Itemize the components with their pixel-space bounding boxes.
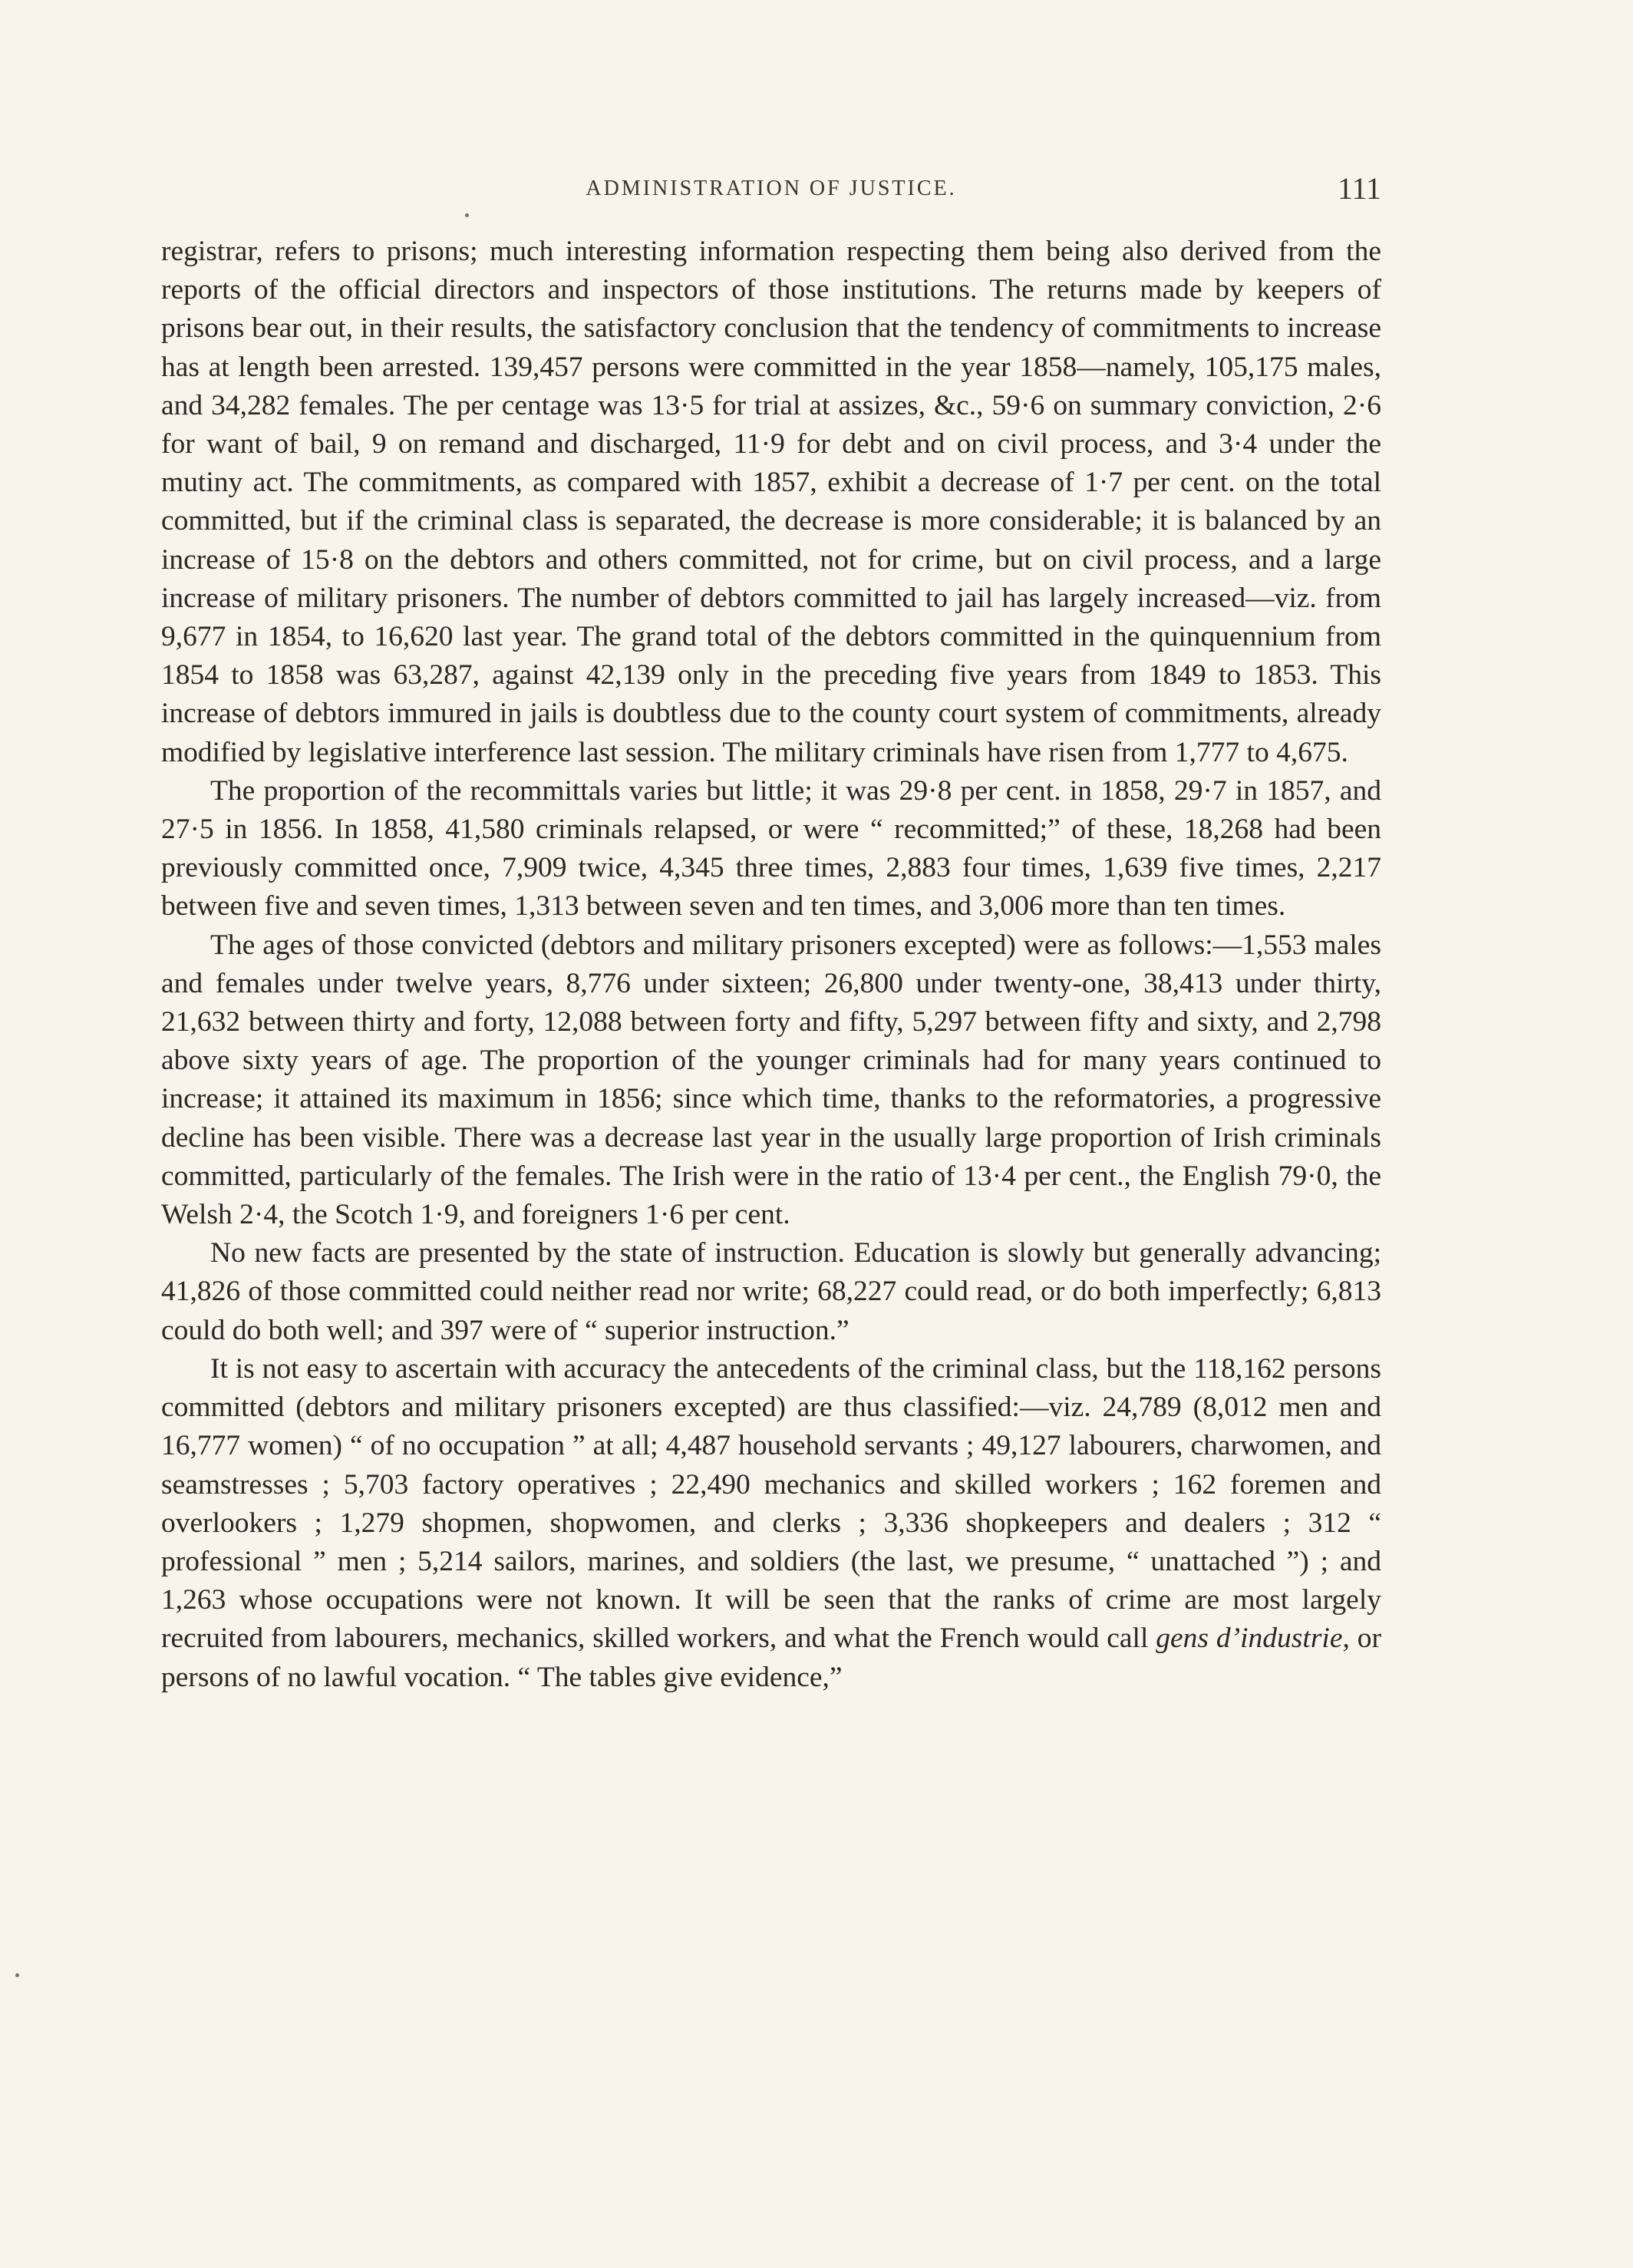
running-title: ADMINISTRATION OF JUSTICE. [586, 177, 957, 200]
italic-phrase: gens d’industrie [1156, 1623, 1343, 1655]
paragraph-instruction: No new facts are presented by the state of instruction. Education is slowly but generally advancing; 41,826 of those committed could neither read nor write; 68,227 could read, or do both imperfectly; 6,813 could do both well; and 397 were of “ superior instruction.” [161, 1237, 1381, 1346]
paragraph-ages: The ages of those convicted (debtors and military prisoners excepted) were as follows:—1,553 males and females under twelve years, 8,776 under sixteen; 26,800 under twenty-one, 38,413 under thirty, 21,632 between thirty and forty, 12,088 between forty and fifty, 5,297 between fifty and sixty, and 2,798 above sixty years of age. The proportion of the younger criminals had for many years continued to increase; it attained its maximum in 1856; since which time, thanks to the reformatories, a progressive decline has been visible. There was a decrease last year in the usually large proportion of Irish criminals committed, particularly of the females. The Irish were in the ratio of 13·4 per cent., the English 79·0, the Welsh 2·4, the Scotch 1·9, and foreigners 1·6 per cent. [161, 929, 1381, 1231]
running-head [161, 170, 1381, 209]
paragraph-occupations [161, 1350, 1381, 1697]
occupations-text: It is not easy to ascertain with accuracy the antecedents of the criminal class, but the 118,162 persons committed (debtors and military prisoners excepted) are thus classified:—viz. 24,789 (8,012 men and 16,777 women) “ of no occupation ” at all; 4,487 household servants ; 49,127 labourers, charwomen, and seamstresses ; 5,703 factory operatives ; 22,490 mechanics and skilled workers ; 162 foremen and overlookers ; 1,279 shopmen, shopwomen, and clerks ; 3,336 shopkeepers and dealers ; 312 “ professional ” men ; 5,214 sailors, marines, and soldiers (the last, we presume, “ unattached ”) ; and 1,263 whose occupations were not known. It will be seen that the ranks of crime are most largely recruited from labourers, mechanics, skilled workers, and what the French would call [161, 1352, 1381, 1655]
paragraph-recommittals: The proportion of the recommittals varies but little; it was 29·8 per cent. in 1858, 29·7 in 1857, and 27·5 in 1856. In 1858, 41,580 criminals relapsed, or were “ recommitted;” of these, 18,268 had been previously committed once, 7,909 twice, 4,345 three times, 2,883 four times, 1,639 five times, 2,217 between five and seven times, 1,313 between seven and ten times, and 3,006 more than ten times. [161, 774, 1381, 923]
paragraph-prisons: registrar, refers to prisons; much interesting information respecting them being also derived from the reports of the official directors and inspectors of those institutions. The returns made by keepers of prisons bear out, in their results, the satisfactory conclusion that the tendency of commitments to increase has at length been arrested. 139,457 persons were committed in the year 1858—namely, 105,175 males, and 34,282 females. The per centage was 13·5 for trial at assizes, &c., 59·6 on summary conviction, 2·6 for want of bail, 9 on remand and discharged, 11·9 for debt and on civil process, and 3·4 under the mutiny act. The commitments, as compared with 1857, exhibit a decrease of 1·7 per cent. on the total committed, but if the criminal class is separated, the decrease is more considerable; it is balanced by an increase of 15·8 on the debtors and others committed, not for crime, but on civil process, and a large increase of military prisoners. The number of debtors committed to jail has largely increased—viz. from 9,677 in 1854, to 16,620 last year. The grand total of the debtors committed in the quinquennium from 1854 to 1858 was 63,287, against 42,139 only in the preceding five years from 1849 to 1853. This increase of debtors immured in jails is doubtless due to the county court system of commitments, already modified by legislative interference last session. The military criminals have risen from 1,777 to 4,675. [161, 236, 1381, 768]
occupations-text-end: , or persons of no lawful vocation. “ The tables give evidence,” [161, 1623, 1381, 1693]
paper-speck [465, 213, 469, 217]
page-number: 111 [1337, 171, 1381, 206]
body-text [161, 233, 1381, 1697]
paper-speck [15, 1973, 19, 1977]
